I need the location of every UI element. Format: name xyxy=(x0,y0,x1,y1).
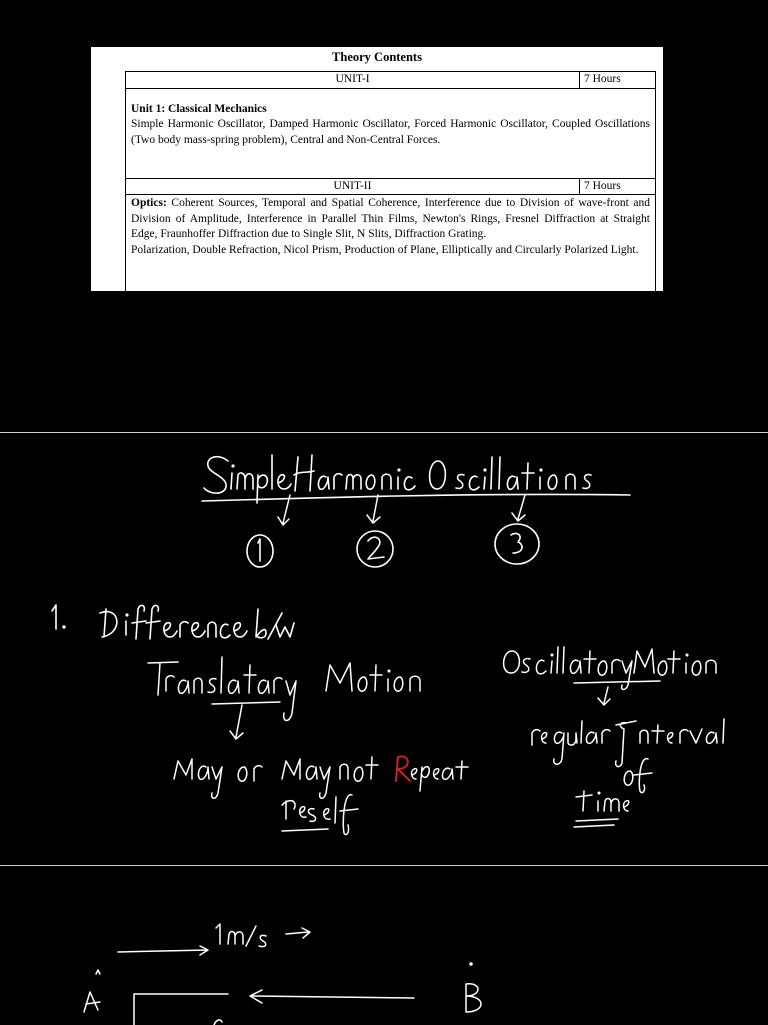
left-desc-1 xyxy=(172,759,342,784)
unit-hours: 7 Hours xyxy=(580,178,656,195)
unit-header-row xyxy=(126,178,656,195)
sketch-ink xyxy=(84,924,481,1025)
left-heading xyxy=(148,661,370,689)
right-desc-2 xyxy=(622,767,643,792)
left-desc-highlight xyxy=(394,759,409,784)
slide-sketch xyxy=(0,865,768,1025)
unit-heading: Unit 1: Classical Mechanics xyxy=(131,102,267,115)
right-desc-3 xyxy=(576,791,626,816)
left-desc-3 xyxy=(282,797,336,822)
point-a-label xyxy=(82,990,97,1015)
unit-hours: 7 Hours xyxy=(580,72,656,89)
unit-content-row xyxy=(126,88,656,178)
point-b-label xyxy=(462,984,480,1014)
slide-syllabus xyxy=(0,0,768,432)
syllabus-page xyxy=(91,47,663,291)
right-desc-1 xyxy=(530,723,700,748)
unit-content xyxy=(126,195,656,303)
title-arrows xyxy=(278,495,525,525)
notes-title xyxy=(200,453,638,488)
unit-content xyxy=(126,88,656,178)
point-text xyxy=(100,605,274,633)
unit-content-row xyxy=(126,195,656,303)
unit-label: UNIT-I xyxy=(126,72,580,89)
sketch-canvas xyxy=(0,866,768,1025)
page-title: Theory Contents xyxy=(332,50,422,64)
circled-numbers xyxy=(247,524,539,567)
unit-text: Simple Harmonic Oscillator, Damped Harmonic Oscillator, Forced Harmonic Oscillator, Coupled Oscillations (Two body mass-spring problem), Central and Non-Central Forces. xyxy=(131,118,650,146)
unit-text: Optics: Coherent Sources, Temporal and Spatial Coherence, Interference due to Division of wave-front and Division of Amplitude, Interference in Parallel Thin Films, Newton's Rings, Fresnel Diffraction at Straight Edge, Fraunhoffer Diffraction due to Single Slit, N Slits, Diffraction Grating. xyxy=(131,197,651,240)
circle-number-2 xyxy=(368,537,379,558)
syllabus-table xyxy=(125,71,656,303)
circle-number-3 xyxy=(510,533,521,554)
left-desc-2 xyxy=(410,759,473,784)
right-heading xyxy=(502,649,700,674)
point-number xyxy=(50,605,71,630)
unit-label: UNIT-II xyxy=(126,178,580,195)
unit-text-2: Polarization, Double Refraction, Nicol Prism, Production of Plane, Elliptically and Circularly Polarized Light. xyxy=(131,243,639,256)
speed-label xyxy=(216,922,270,947)
unit-header-row xyxy=(126,72,656,89)
unit-lead: Optics: xyxy=(131,197,167,209)
circle-number-1 xyxy=(253,539,264,560)
slide-handwritten-notes xyxy=(0,432,768,865)
